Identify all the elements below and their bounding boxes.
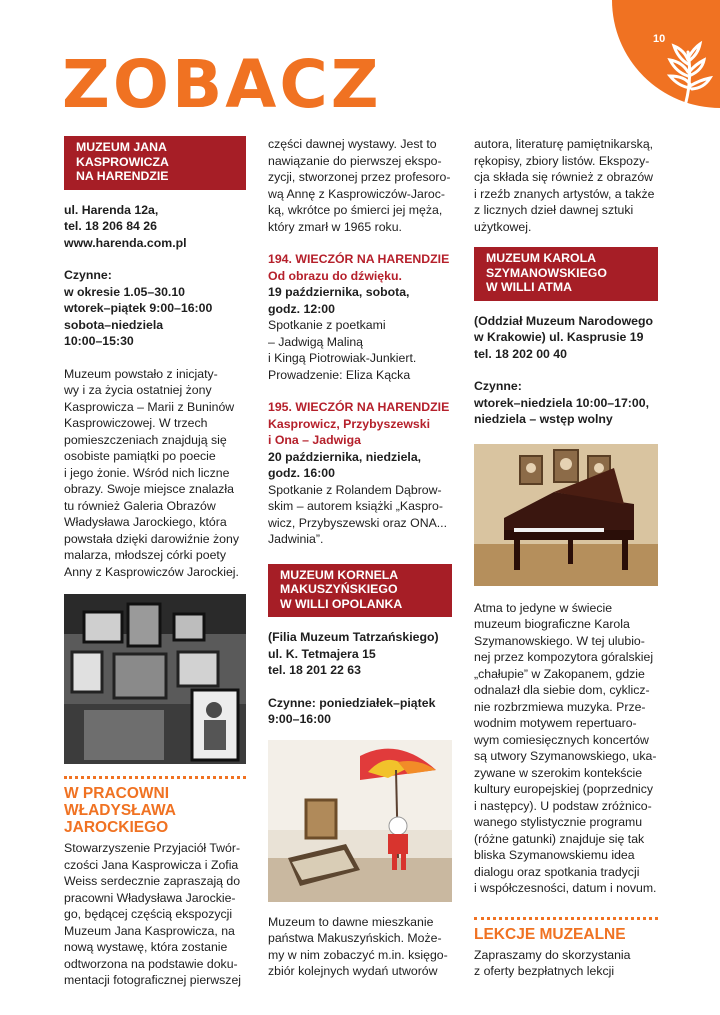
event-195: 195. WIECZÓR NA HARENDZIE Kasprowicz, Przybyszewski i Ona – Jadwiga 20 października, niedziela, godz. 16:00 Spotkanie z Rolandem Dąbrow- skim – autorem książki „Kaspro- wicz, Przybyszewski oraz ONA... Jadwinia”. (268, 400, 450, 546)
harenda-address: ul. Harenda 12a, tel. 18 206 84 26 www.harenda.com.pl (64, 202, 246, 252)
szymanowski-address: (Oddział Muzeum Narodowego w Krakowie) ul. Kasprusie 19 tel. 18 202 00 40 (474, 313, 653, 361)
szymanowski-description: Atma to jedyne w świecie muzeum biograficzne Karola Szymanowskiego. W tej ulubio- nej przez kompozytora góralskiej „chałupie” w Zakopanem, gdzie odnalazł dla siebie dom, cyklicz- nie rozbrzmiewa muzyka. Prze- wodnim motywem repertuaro- wym comiesięcznych koncertów są utwory Szymanowskiego, uka- zywane w szerokim kontekście kultury europejskiej (poprzednicy i następcy). U podstaw zróżnico- wanego stylistycznie programu (różne gatunki) znajduje się tak bliska Szymanowskiemu idea dialogu oraz spotkania tradycji i współczesności, datum i novum. (474, 600, 657, 895)
museum-lessons-description: Zapraszamy do skorzystania z oferty bezpłatnych lekcji (474, 947, 631, 978)
jarocki-studio-description: Stowarzyszenie Przyjaciół Twór- czości Jana Kasprowicza i Zofia Weiss serdecznie zapraszają do pracowni Władysława Jarockie- go, będącej częścią ekspozycji Muzeum Jana Kasprowicza, na nową wystawę, która zostanie odtworzona na podstawie doku- mentacji fotograficznej pierwszej (64, 841, 242, 987)
harenda-museum-banner: MUZEUM JANA KASPROWICZA NA HARENDZIE (64, 136, 246, 190)
event-194: 194. WIECZÓR NA HARENDZIE Od obrazu do dźwięku. 19 października, sobota, godz. 12:00 Spotkanie z poetkami – Jadwigą Maliną i Kingą Piotrowiak-Junkiert. Prowadzenie: Eliza Kącka (268, 252, 450, 382)
column-2 (268, 136, 452, 980)
harenda-opening-hours: Czynne: w okresie 1.05–30.10 wtorek–piątek 9:00–16:00 sobota–niedziela 10:00–15:30 (64, 268, 213, 348)
szymanowski-opening-hours: Czynne: wtorek–niedziela 10:00–17:00, niedziela – wstęp wolny (474, 379, 649, 426)
studio-photo (64, 594, 246, 764)
makuszynski-description-continued: autora, literaturę pamiętnikarską, rękopisy, zbiory listów. Ekspozy- cja składa się również z obrazów i rzeźb znanych artystów, a także z licznych dzieł dawnej sztuki użytkowej. (474, 137, 655, 234)
column-3 (474, 136, 658, 980)
makuszynski-museum-banner: MUZEUM KORNELA MAKUSZYŃSKIEGO W WILLI OPOLANKA (268, 564, 452, 618)
section-divider (64, 776, 246, 779)
harenda-description-continued: części dawnej wystawy. Jest to nawiązanie do pierwszej ekspo- zycji, stworzonej przez profesoro- wą Annę z Kasprowiczów-Jaroc- ką, wkrótce po śmierci jej męża, który zmarł w 1965 roku. (268, 137, 451, 234)
page-number: 10 (653, 33, 666, 45)
section-divider (474, 917, 658, 920)
page-title: ZOBACZ (62, 46, 382, 123)
column-1 (64, 136, 246, 989)
corner-decoration (608, 0, 720, 116)
makuszynski-description: Muzeum to dawne mieszkanie państwa Makuszyńskich. Może- my w nim zobaczyć m.in. księgo- zbiór kolejnych wydań utworów (268, 914, 448, 978)
szymanowski-museum-banner: MUZEUM KAROLA SZYMANOWSKIEGO W WILLI ATMA (474, 247, 658, 301)
harenda-website-link[interactable]: www.harenda.com.pl (64, 235, 187, 250)
piano-photo (474, 444, 658, 586)
makuszynski-address: (Filia Muzeum Tatrzańskiego) ul. K. Tetmajera 15 tel. 18 201 22 63 (268, 630, 439, 677)
makuszynski-opening-hours: Czynne: poniedziałek–piątek 9:00–16:00 (268, 695, 436, 726)
jarocki-studio-heading: W PRACOWNI WŁADYSŁAWA JAROCKIEGO (64, 785, 176, 836)
museum-lessons-heading: LEKCJE MUZEALNE (474, 925, 626, 943)
harenda-description: Muzeum powstało z inicjaty- wy i za życia ostatniej żony Kasprowicza – Marii z Buninów Kasprowiczowej. W trzech pomieszczeniach znajdują się osobiste pamiątki po poecie i jego żonie. Wśród nich liczne obrazy. Swoje miejsce znalazła tu również Galeria Obrazów Władysława Jarockiego, która powstała dzięki darowiźnie żony malarza, młodszej córki poety Anny z Kasprowiczów Jarockiej. (64, 366, 239, 579)
makuszynski-photo (268, 740, 452, 902)
